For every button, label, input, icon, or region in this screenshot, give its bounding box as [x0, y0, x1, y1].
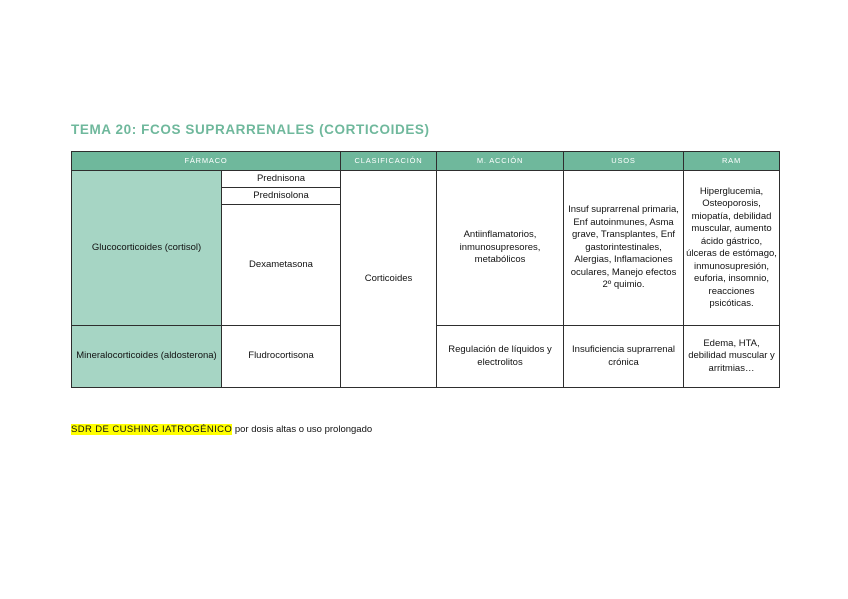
page-title: TEMA 20: FCOS SUPRARRENALES (CORTICOIDES) [71, 122, 430, 137]
footer-note [71, 424, 372, 435]
footer-text: por dosis altas o uso prolongado [232, 424, 373, 435]
accion-gluco: Antiinflamatorios, inmunosupresores, metabólicos [437, 171, 564, 326]
ram-mineralo: Edema, HTA, debilidad muscular y arritmias… [684, 326, 780, 388]
header-accion: M. ACCIÓN [437, 152, 564, 171]
group-glucocorticoides: Glucocorticoides (cortisol) [72, 171, 222, 326]
table-row [72, 171, 780, 188]
header-clasificacion: CLASIFICACIÓN [341, 152, 437, 171]
usos-mineralo: Insuficiencia suprarrenal crónica [564, 326, 684, 388]
drug-prednisolona: Prednisolona [222, 188, 341, 205]
group-mineralocorticoides: Mineralocorticoides (aldosterona) [72, 326, 222, 388]
drug-prednisona: Prednisona [222, 171, 341, 188]
ram-gluco: Hiperglucemia, Osteoporosis, miopatía, debilidad muscular, aumento ácido gástrico, úlceras de estómago, inmunosupresión, euforia, insomnio, reacciones psicóticas. [684, 171, 780, 326]
drug-dexametasona: Dexametasona [222, 205, 341, 326]
header-ram: RAM [684, 152, 780, 171]
clasificacion-cell: Corticoides [341, 171, 437, 388]
accion-mineralo: Regulación de líquidos y electrolitos [437, 326, 564, 388]
usos-gluco: Insuf suprarrenal primaria, Enf autoinmunes, Asma grave, Transplantes, Enf gastorintestinales, Alergias, Inflamaciones oculares, Manejo efectos 2º quimio. [564, 171, 684, 326]
cushing-highlight: SDR DE CUSHING IATROGÉNICO [71, 424, 233, 435]
header-farmaco: FÁRMACO [72, 152, 341, 171]
corticoides-table [71, 151, 780, 388]
drug-fludrocortisona: Fludrocortisona [222, 326, 341, 388]
table-header-row [72, 152, 780, 171]
header-usos: USOS [564, 152, 684, 171]
